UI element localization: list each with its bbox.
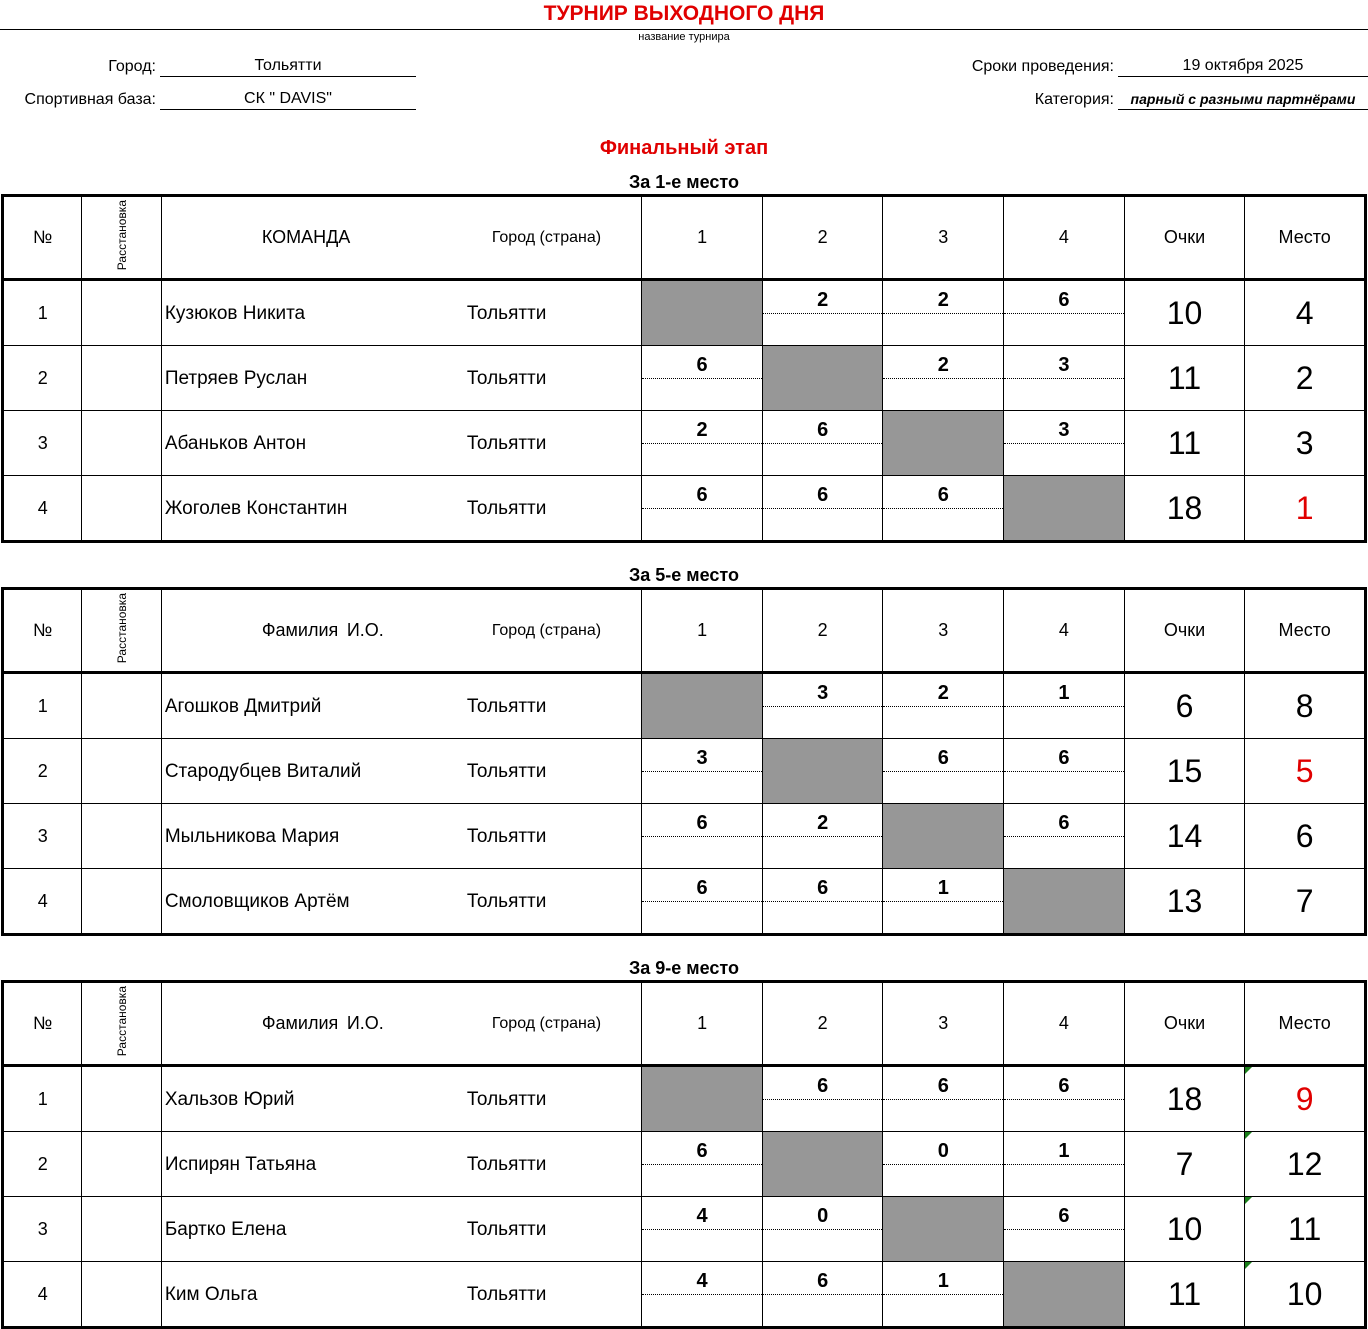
header-opponent-4: 4 xyxy=(1004,982,1125,1066)
header-opponent-2: 2 xyxy=(762,589,883,673)
category-label: Категория: xyxy=(1034,91,1114,108)
place-cell xyxy=(1245,476,1366,542)
player-name: Жоголев Константин xyxy=(164,498,348,519)
player-city: Тольятти xyxy=(466,1284,547,1305)
place-cell xyxy=(1245,1262,1366,1328)
comment-marker-icon xyxy=(1245,1132,1252,1139)
player-cell xyxy=(161,346,641,411)
score-value: 6 xyxy=(642,804,762,837)
seed-cell xyxy=(82,1066,161,1132)
place-value: 11 xyxy=(1288,1210,1322,1247)
score-value: 4 xyxy=(642,1197,762,1230)
score-cell xyxy=(642,476,763,542)
player-cell xyxy=(161,280,641,346)
score-value xyxy=(1004,476,1124,508)
row-number: 1 xyxy=(3,280,82,346)
header-no: № xyxy=(3,196,82,280)
score-cell xyxy=(642,411,763,476)
place-cell xyxy=(1245,1066,1366,1132)
score-cell xyxy=(1004,411,1125,476)
seed-cell xyxy=(82,739,161,804)
comment-marker-icon xyxy=(1245,1262,1252,1269)
table-row xyxy=(3,476,1366,542)
comment-marker-icon xyxy=(1245,1197,1252,1204)
score-cell xyxy=(762,673,883,739)
header-team xyxy=(161,982,641,1066)
score-cell xyxy=(642,739,763,804)
score-cell xyxy=(762,280,883,346)
score-value xyxy=(883,1197,1003,1229)
player-name: Испирян Татьяна xyxy=(164,1154,317,1175)
player-city: Тольятти xyxy=(466,368,547,389)
player-name: Стародубцев Виталий xyxy=(164,761,362,782)
score-value xyxy=(763,739,883,771)
player-city: Тольятти xyxy=(466,891,547,912)
header-team-label: КОМАНДА xyxy=(261,227,351,247)
header-points: Очки xyxy=(1124,982,1245,1066)
header-opponent-4: 4 xyxy=(1004,589,1125,673)
place-value: 2 xyxy=(1295,359,1314,396)
header-city-label: Город (страна) xyxy=(491,1015,602,1032)
header-seed xyxy=(82,589,161,673)
row-number: 3 xyxy=(3,1197,82,1262)
seed-cell xyxy=(82,1197,161,1262)
player-name: Ким Ольга xyxy=(164,1284,258,1305)
place-value: 6 xyxy=(1295,817,1314,854)
player-name: Агошков Дмитрий xyxy=(164,696,322,717)
score-cell xyxy=(1004,346,1125,411)
score-value: 0 xyxy=(883,1132,1003,1165)
score-value xyxy=(763,346,883,378)
row-number: 2 xyxy=(3,346,82,411)
score-cell xyxy=(1004,739,1125,804)
header-team xyxy=(161,196,641,280)
place-value: 7 xyxy=(1295,882,1314,919)
place-value: 8 xyxy=(1295,687,1314,724)
place-value: 10 xyxy=(1286,1275,1323,1312)
player-name: Абаньков Антон xyxy=(164,433,307,454)
player-city: Тольятти xyxy=(466,498,547,519)
header-opponent-3: 3 xyxy=(883,196,1004,280)
player-cell xyxy=(161,869,641,935)
score-value: 3 xyxy=(1004,346,1124,379)
score-cell xyxy=(642,1132,763,1197)
self-match-cell xyxy=(1004,476,1125,542)
header-no: № xyxy=(3,982,82,1066)
score-cell xyxy=(883,869,1004,935)
score-cell xyxy=(762,476,883,542)
place-cell xyxy=(1245,869,1366,935)
table-row xyxy=(3,411,1366,476)
player-name: Бартко Елена xyxy=(164,1219,287,1240)
score-cell xyxy=(883,1132,1004,1197)
header-team-label: Фамилия xyxy=(261,620,339,640)
score-cell xyxy=(642,346,763,411)
self-match-cell xyxy=(762,739,883,804)
standings-table xyxy=(1,980,1367,1329)
dates-value: 19 октября 2025 xyxy=(1118,56,1368,77)
score-value xyxy=(642,674,762,706)
place-cell xyxy=(1245,739,1366,804)
score-cell xyxy=(1004,804,1125,869)
score-cell xyxy=(762,411,883,476)
header-opponent-1: 1 xyxy=(642,196,763,280)
self-match-cell xyxy=(762,346,883,411)
score-value: 6 xyxy=(763,1067,883,1100)
score-cell xyxy=(762,1197,883,1262)
comment-marker-icon xyxy=(1245,1067,1252,1074)
title-divider xyxy=(0,29,1368,30)
player-name: Кузюков Никита xyxy=(164,303,306,324)
score-cell xyxy=(883,1262,1004,1328)
score-value: 6 xyxy=(1004,739,1124,772)
header-place: Место xyxy=(1245,589,1366,673)
points-cell: 18 xyxy=(1124,1066,1245,1132)
player-city: Тольятти xyxy=(466,303,547,324)
table-row xyxy=(3,280,1366,346)
city-value: Тольятти xyxy=(160,56,416,77)
row-number: 4 xyxy=(3,869,82,935)
score-cell xyxy=(762,804,883,869)
standings-table xyxy=(1,194,1367,543)
score-value xyxy=(642,1067,762,1099)
score-value: 2 xyxy=(883,674,1003,707)
row-number: 1 xyxy=(3,673,82,739)
score-value: 4 xyxy=(642,1262,762,1295)
player-cell xyxy=(161,739,641,804)
self-match-cell xyxy=(642,280,763,346)
seed-cell xyxy=(82,476,161,542)
tournament-title: ТУРНИР ВЫХОДНОГО ДНЯ xyxy=(543,2,825,25)
player-cell xyxy=(161,804,641,869)
points-cell: 11 xyxy=(1124,411,1245,476)
player-city: Тольятти xyxy=(466,1154,547,1175)
table-row xyxy=(3,739,1366,804)
score-cell xyxy=(642,869,763,935)
table-row xyxy=(3,673,1366,739)
self-match-cell xyxy=(883,1197,1004,1262)
table-row xyxy=(3,1197,1366,1262)
stage-title: Финальный этап xyxy=(599,137,769,159)
header-seed xyxy=(82,982,161,1066)
row-number: 4 xyxy=(3,1262,82,1328)
score-value: 2 xyxy=(763,804,883,837)
header-points: Очки xyxy=(1124,196,1245,280)
points-cell: 11 xyxy=(1124,1262,1245,1328)
points-cell: 6 xyxy=(1124,673,1245,739)
score-cell xyxy=(1004,673,1125,739)
player-name: Хальзов Юрий xyxy=(164,1089,295,1110)
header-points: Очки xyxy=(1124,589,1245,673)
self-match-cell xyxy=(883,804,1004,869)
place-value: 3 xyxy=(1295,424,1314,461)
player-city: Тольятти xyxy=(466,761,547,782)
score-value: 3 xyxy=(642,739,762,772)
header-opponent-2: 2 xyxy=(762,196,883,280)
score-cell xyxy=(762,869,883,935)
table-header-row xyxy=(3,196,1366,280)
place-cell xyxy=(1245,411,1366,476)
player-name: Петряев Руслан xyxy=(164,368,308,389)
points-cell: 18 xyxy=(1124,476,1245,542)
self-match-cell xyxy=(883,411,1004,476)
sport-base-value: СК " DAVIS" xyxy=(160,89,416,110)
score-value: 2 xyxy=(642,411,762,444)
seed-cell xyxy=(82,411,161,476)
seed-cell xyxy=(82,869,161,935)
score-cell xyxy=(1004,1197,1125,1262)
header-team xyxy=(161,589,641,673)
place-value: 4 xyxy=(1295,294,1314,331)
header-opponent-1: 1 xyxy=(642,589,763,673)
standings-table xyxy=(1,587,1367,936)
score-cell xyxy=(883,739,1004,804)
score-value xyxy=(763,1132,883,1164)
place-value: 9 xyxy=(1295,1080,1314,1117)
header-seed-label: Расстановка xyxy=(114,985,129,1057)
score-cell xyxy=(762,1262,883,1328)
score-value xyxy=(883,804,1003,836)
score-cell xyxy=(883,346,1004,411)
player-name: Смоловщиков Артём xyxy=(164,891,350,912)
self-match-cell xyxy=(642,673,763,739)
self-match-cell xyxy=(762,1132,883,1197)
player-cell xyxy=(161,1132,641,1197)
score-cell xyxy=(1004,1132,1125,1197)
score-value: 6 xyxy=(763,1262,883,1295)
dates-label: Сроки проведения: xyxy=(971,58,1114,75)
score-value xyxy=(1004,869,1124,901)
header-place: Место xyxy=(1245,196,1366,280)
self-match-cell xyxy=(1004,869,1125,935)
score-value: 6 xyxy=(883,739,1003,772)
score-cell xyxy=(1004,1066,1125,1132)
score-cell xyxy=(883,280,1004,346)
place-cell xyxy=(1245,346,1366,411)
header-city-label: Город (страна) xyxy=(491,622,602,639)
points-cell: 10 xyxy=(1124,1197,1245,1262)
self-match-cell xyxy=(1004,1262,1125,1328)
place-value: 5 xyxy=(1295,752,1314,789)
points-cell: 15 xyxy=(1124,739,1245,804)
place-cell xyxy=(1245,1197,1366,1262)
table-row xyxy=(3,346,1366,411)
place-cell xyxy=(1245,1132,1366,1197)
score-value: 6 xyxy=(1004,804,1124,837)
player-city: Тольятти xyxy=(466,826,547,847)
score-cell xyxy=(642,1197,763,1262)
section-title: За 5-е место xyxy=(629,565,739,585)
points-cell: 7 xyxy=(1124,1132,1245,1197)
header-opponent-1: 1 xyxy=(642,982,763,1066)
score-value: 6 xyxy=(883,476,1003,509)
player-cell xyxy=(161,673,641,739)
sport-base-label: Спортивная база: xyxy=(24,91,156,108)
header-place: Место xyxy=(1245,982,1366,1066)
player-cell xyxy=(161,1262,641,1328)
header-opponent-4: 4 xyxy=(1004,196,1125,280)
row-number: 1 xyxy=(3,1066,82,1132)
table-header-row xyxy=(3,982,1366,1066)
place-value: 12 xyxy=(1286,1145,1323,1182)
score-cell xyxy=(642,1262,763,1328)
player-city: Тольятти xyxy=(466,1219,547,1240)
place-value: 1 xyxy=(1295,489,1314,526)
seed-cell xyxy=(82,804,161,869)
tournament-subtitle: название турнира xyxy=(638,31,730,43)
score-value: 2 xyxy=(763,281,883,314)
score-value xyxy=(883,411,1003,443)
category-value: парный с разными партнёрами xyxy=(1118,89,1368,110)
header-opponent-3: 3 xyxy=(883,589,1004,673)
header-opponent-2: 2 xyxy=(762,982,883,1066)
score-value: 6 xyxy=(642,1132,762,1165)
row-number: 4 xyxy=(3,476,82,542)
player-name: Мыльникова Мария xyxy=(164,826,340,847)
header-initials-label: И.О. xyxy=(346,1013,384,1033)
table-row xyxy=(3,1262,1366,1328)
score-value: 6 xyxy=(1004,281,1124,314)
score-value: 1 xyxy=(1004,674,1124,707)
score-cell xyxy=(1004,280,1125,346)
player-cell xyxy=(161,1066,641,1132)
seed-cell xyxy=(82,280,161,346)
score-value: 6 xyxy=(1004,1197,1124,1230)
score-value: 1 xyxy=(883,869,1003,902)
score-value: 6 xyxy=(763,869,883,902)
points-cell: 10 xyxy=(1124,280,1245,346)
place-cell xyxy=(1245,804,1366,869)
place-cell xyxy=(1245,280,1366,346)
player-cell xyxy=(161,476,641,542)
row-number: 2 xyxy=(3,739,82,804)
header-initials-label: И.О. xyxy=(346,620,384,640)
city-label: Город: xyxy=(108,58,156,75)
row-number: 2 xyxy=(3,1132,82,1197)
points-cell: 13 xyxy=(1124,869,1245,935)
score-value: 6 xyxy=(642,346,762,379)
score-value: 6 xyxy=(763,476,883,509)
score-cell xyxy=(883,476,1004,542)
header-team-label: Фамилия xyxy=(261,1013,339,1033)
header-no: № xyxy=(3,589,82,673)
player-city: Тольятти xyxy=(466,433,547,454)
score-value: 1 xyxy=(883,1262,1003,1295)
score-value: 6 xyxy=(642,869,762,902)
header-seed-label: Расстановка xyxy=(114,592,129,664)
score-value: 3 xyxy=(763,674,883,707)
table-row xyxy=(3,1132,1366,1197)
header-opponent-3: 3 xyxy=(883,982,1004,1066)
score-cell xyxy=(883,673,1004,739)
score-value: 6 xyxy=(763,411,883,444)
score-value: 1 xyxy=(1004,1132,1124,1165)
seed-cell xyxy=(82,1132,161,1197)
score-value: 0 xyxy=(763,1197,883,1230)
seed-cell xyxy=(82,1262,161,1328)
table-row xyxy=(3,869,1366,935)
self-match-cell xyxy=(642,1066,763,1132)
seed-cell xyxy=(82,346,161,411)
score-value xyxy=(1004,1262,1124,1294)
points-cell: 14 xyxy=(1124,804,1245,869)
player-cell xyxy=(161,1197,641,1262)
score-value: 6 xyxy=(1004,1067,1124,1100)
score-value xyxy=(642,281,762,313)
header-seed xyxy=(82,196,161,280)
score-value: 2 xyxy=(883,281,1003,314)
points-cell: 11 xyxy=(1124,346,1245,411)
row-number: 3 xyxy=(3,411,82,476)
place-cell xyxy=(1245,673,1366,739)
player-cell xyxy=(161,411,641,476)
table-header-row xyxy=(3,589,1366,673)
score-value: 6 xyxy=(883,1067,1003,1100)
section-title: За 1-е место xyxy=(629,172,739,192)
score-value: 6 xyxy=(642,476,762,509)
player-city: Тольятти xyxy=(466,1089,547,1110)
section-title: За 9-е место xyxy=(629,958,739,978)
header-city-label: Город (страна) xyxy=(491,229,602,246)
score-value: 3 xyxy=(1004,411,1124,444)
table-row xyxy=(3,1066,1366,1132)
score-value: 2 xyxy=(883,346,1003,379)
seed-cell xyxy=(82,673,161,739)
table-row xyxy=(3,804,1366,869)
player-city: Тольятти xyxy=(466,696,547,717)
score-cell xyxy=(883,1066,1004,1132)
score-cell xyxy=(762,1066,883,1132)
row-number: 3 xyxy=(3,804,82,869)
header-seed-label: Расстановка xyxy=(114,199,129,271)
score-cell xyxy=(642,804,763,869)
